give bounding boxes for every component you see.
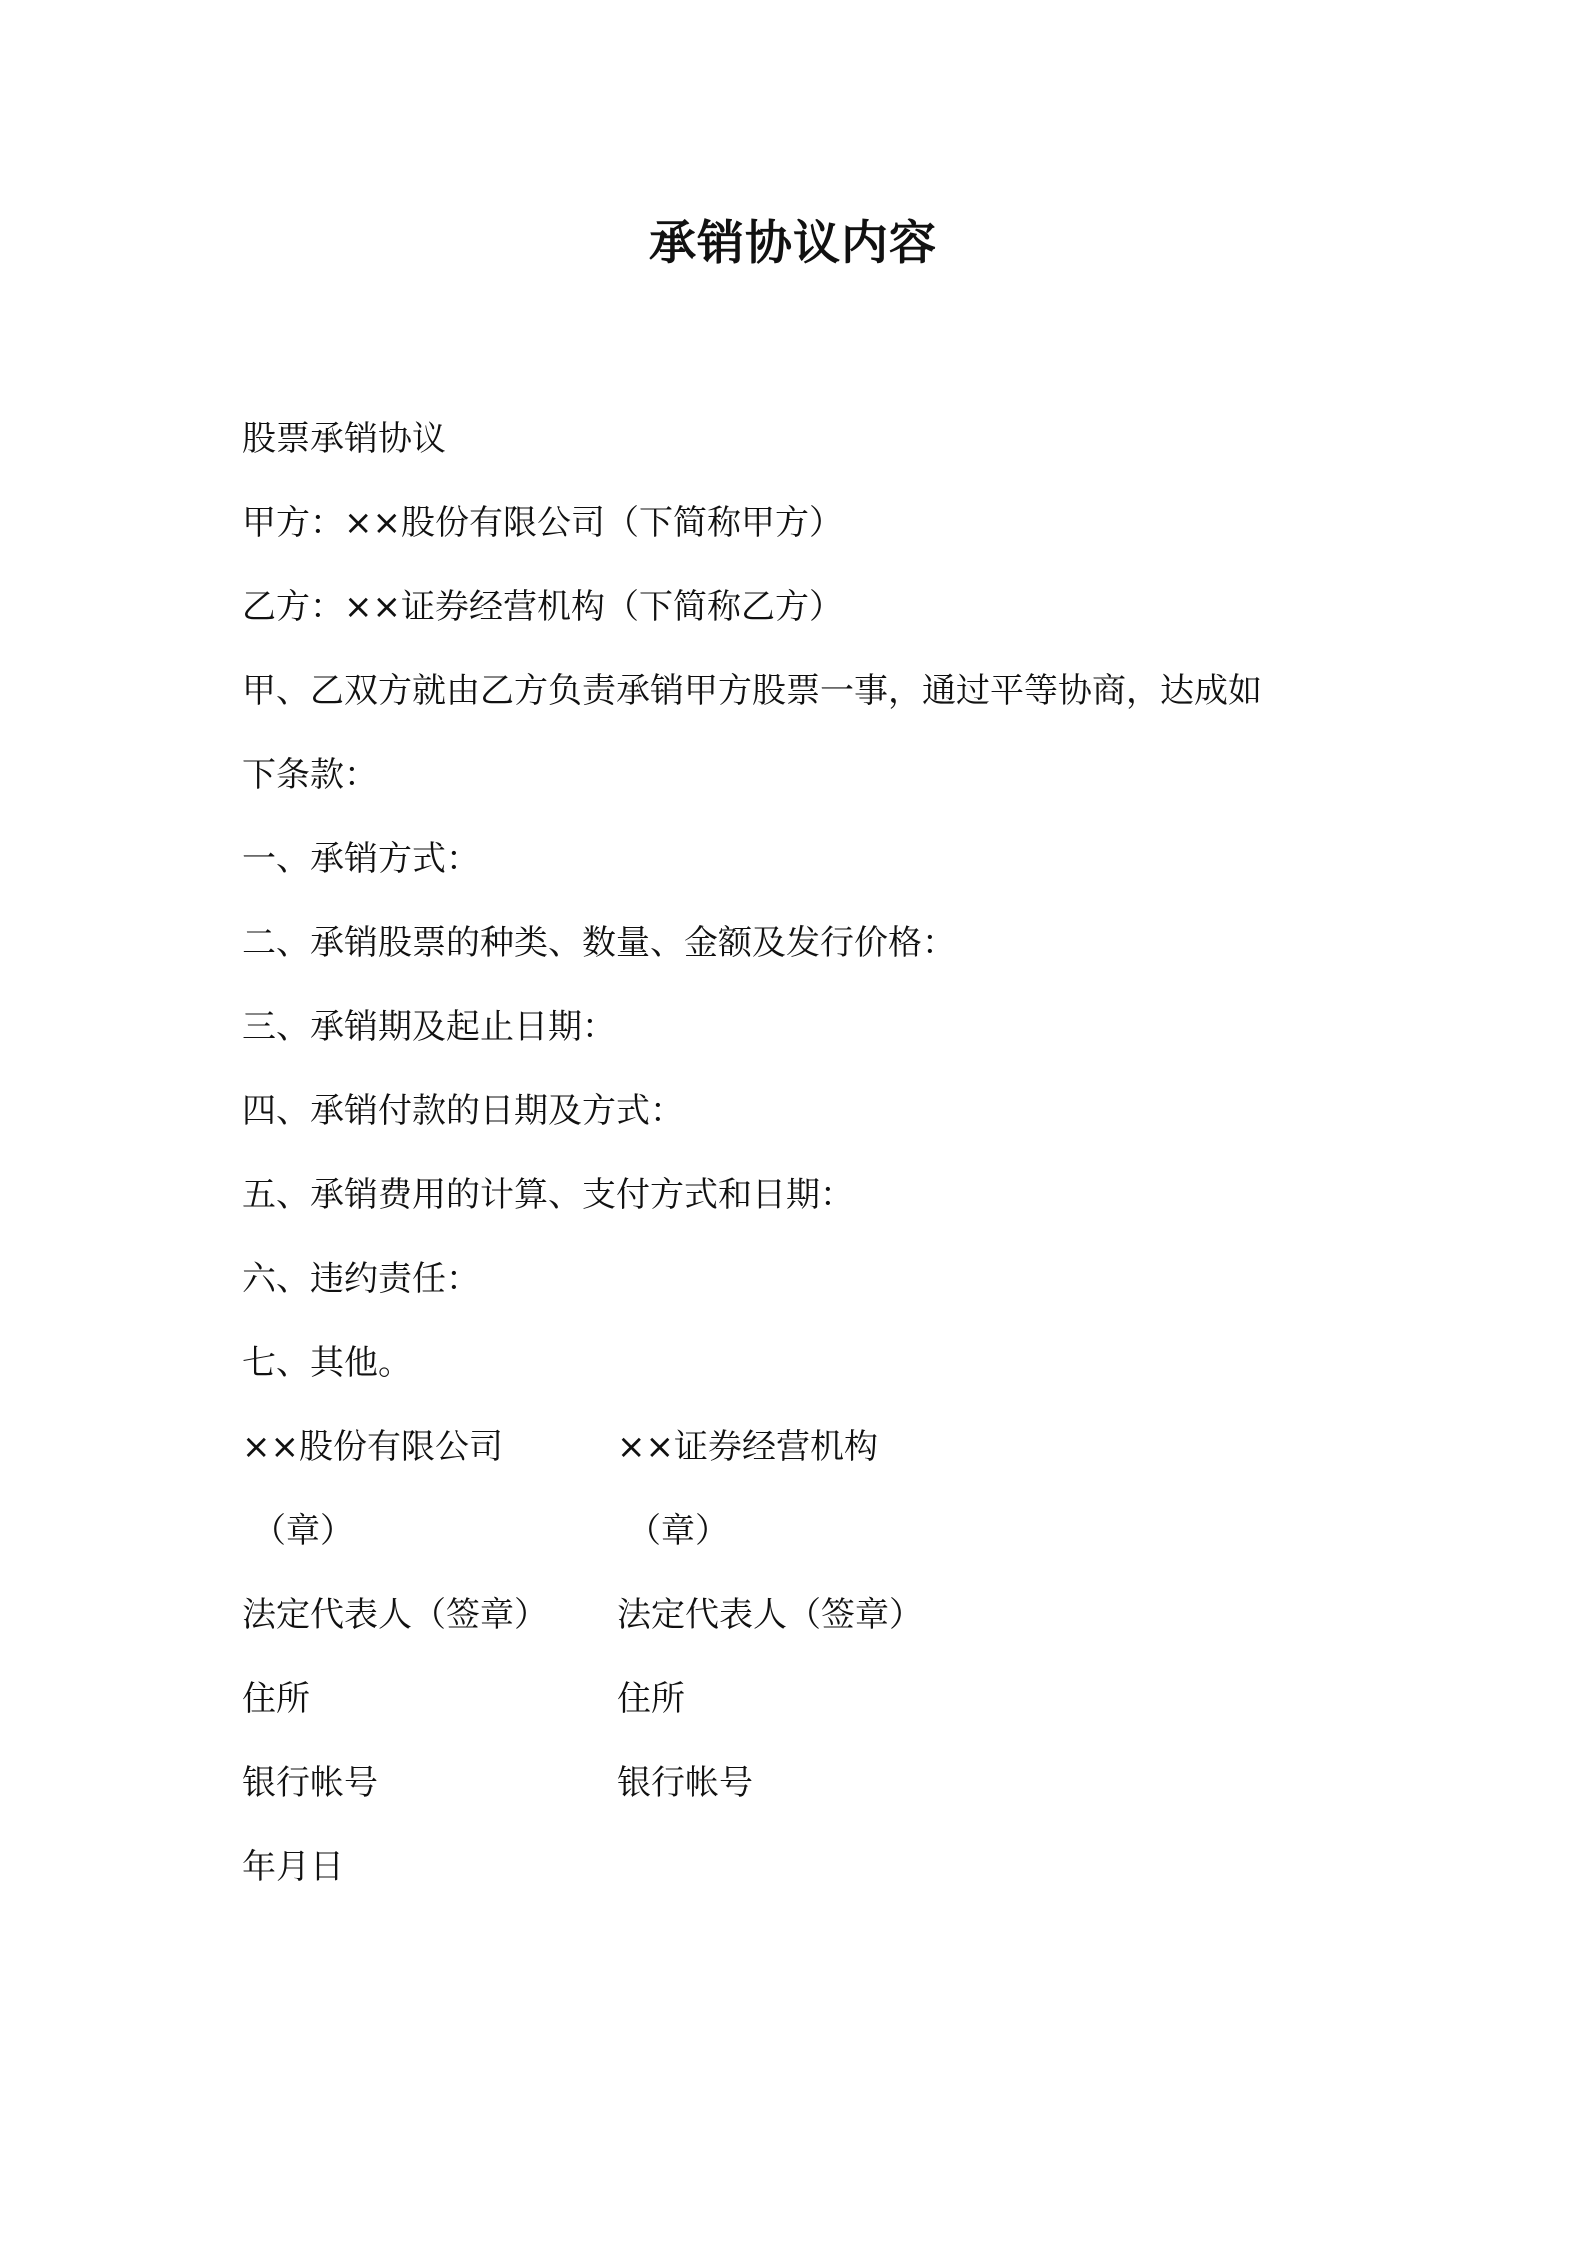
signature-right-bank-account: 银行帐号 <box>617 1763 753 1803</box>
signature-right-seal: （章） <box>627 1511 729 1551</box>
signature-right-company: ××证券经营机构 <box>617 1427 878 1467</box>
clause-item: 二、承销股票的种类、数量、金额及发行价格： <box>242 923 956 963</box>
signature-right-address: 住所 <box>617 1679 685 1719</box>
clause-item: 六、违约责任： <box>242 1259 480 1299</box>
clause-item: 三、承销期及起止日期： <box>242 1007 616 1047</box>
signature-left-address: 住所 <box>242 1679 310 1719</box>
clause-item: 七、其他。 <box>242 1343 412 1383</box>
clause-item: 一、承销方式： <box>242 839 480 879</box>
date-line: 年月日 <box>242 1847 344 1887</box>
document-title: 承销协议内容 <box>649 216 937 271</box>
signature-left-seal: （章） <box>252 1511 354 1551</box>
intro-line-1: 甲、乙双方就由乙方负责承销甲方股票一事，通过平等协商，达成如 <box>242 671 1262 711</box>
signature-left-bank-account: 银行帐号 <box>242 1763 378 1803</box>
signature-right-representative: 法定代表人（签章） <box>617 1595 923 1635</box>
intro-line-2: 下条款： <box>242 755 378 795</box>
signature-left-company: ××股份有限公司 <box>242 1427 503 1467</box>
signature-left-representative: 法定代表人（签章） <box>242 1595 548 1635</box>
clause-item: 五、承销费用的计算、支付方式和日期： <box>242 1175 854 1215</box>
agreement-heading: 股票承销协议 <box>242 419 446 459</box>
clause-item: 四、承销付款的日期及方式： <box>242 1091 684 1131</box>
party-a-line: 甲方：××股份有限公司（下简称甲方） <box>242 503 843 543</box>
party-b-line: 乙方：××证券经营机构（下简称乙方） <box>242 587 843 627</box>
